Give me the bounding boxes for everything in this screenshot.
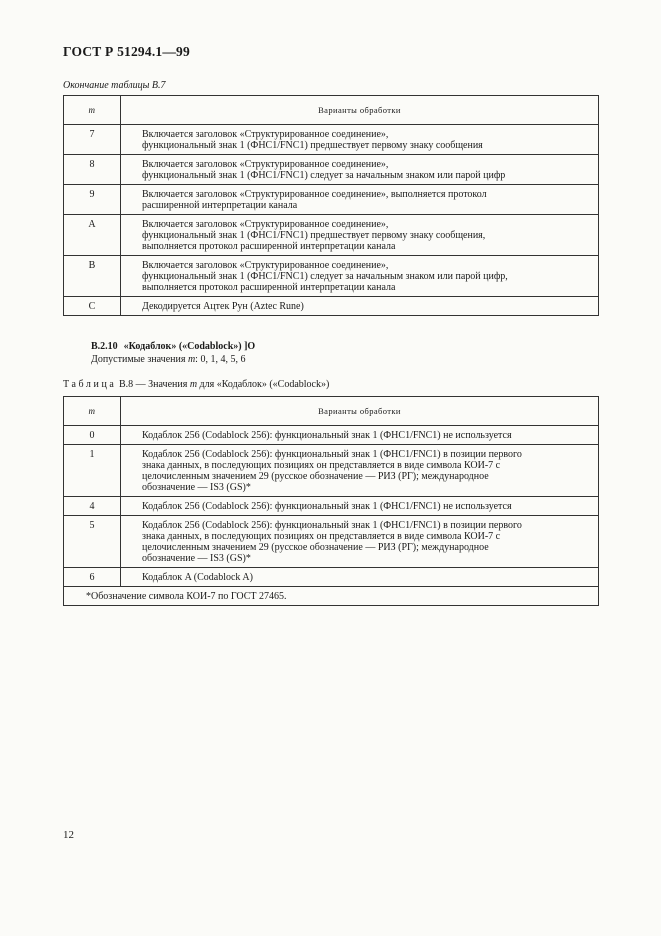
description-line: Включается заголовок «Структурированное соединение»,	[142, 159, 389, 170]
row-description	[121, 516, 599, 568]
table-b8-caption-prefix: Таблица	[63, 379, 117, 390]
column-header-m: m	[64, 397, 121, 426]
row-description	[121, 426, 599, 445]
table-row	[64, 297, 599, 316]
table-b7-body	[64, 125, 599, 316]
column-header-m: m	[64, 96, 121, 125]
row-m-value: 0	[64, 426, 121, 445]
table-row	[64, 185, 599, 215]
row-m-value: 5	[64, 516, 121, 568]
allowed-values-label: Допустимые значения	[91, 354, 186, 365]
description-line: Включается заголовок «Структурированное соединение»,	[142, 260, 389, 271]
table-b8-caption	[63, 379, 329, 390]
description-line: Декодируется Ацтек Рун (Aztec Rune)	[142, 301, 304, 312]
table-row	[64, 125, 599, 155]
description-line: целочисленным значением 29 (русское обозначение — РИЗ (РГ); международное	[142, 471, 489, 482]
row-m-value: 9	[64, 185, 121, 215]
row-description	[121, 215, 599, 256]
table-b7-caption: Окончание таблицы В.7	[63, 80, 166, 91]
row-description	[121, 256, 599, 297]
table-row	[64, 516, 599, 568]
table-row	[64, 497, 599, 516]
table-row	[64, 568, 599, 587]
table-b8-body	[64, 426, 599, 587]
row-description	[121, 445, 599, 497]
table-row	[64, 445, 599, 497]
row-m-value: C	[64, 297, 121, 316]
row-description	[121, 155, 599, 185]
description-line: функциональный знак 1 (ФНС1/FNC1) следует за начальным знаком или парой цифр,	[142, 271, 508, 282]
description-line: Кодаблок 256 (Codablock 256): функциональный знак 1 (ФНС1/FNC1) в позиции первого	[142, 449, 522, 460]
description-line: Кодаблок 256 (Codablock 256): функциональный знак 1 (ФНС1/FNC1) в позиции первого	[142, 520, 522, 531]
row-description	[121, 568, 599, 587]
table-row	[64, 256, 599, 297]
description-line: Кодаблок A (Codablock A)	[142, 572, 253, 583]
table-header-row	[64, 96, 599, 125]
table-b7	[63, 95, 599, 316]
table-row	[64, 426, 599, 445]
column-header-options: Варианты обработки	[121, 96, 599, 125]
table-b8-caption-rest: для «Кодаблок» («Codablock»)	[199, 379, 330, 390]
description-line: функциональный знак 1 (ФНС1/FNC1) предшествует первому знаку сообщения	[142, 140, 483, 151]
column-header-options: Варианты обработки	[121, 397, 599, 426]
allowed-values-var: m	[187, 354, 196, 365]
row-m-value: B	[64, 256, 121, 297]
page-number: 12	[63, 829, 74, 841]
row-m-value: 7	[64, 125, 121, 155]
table-b8-caption-number: B.8 — Значения	[118, 379, 188, 390]
description-line: Включается заголовок «Структурированное соединение»,	[142, 219, 389, 230]
table-row	[64, 215, 599, 256]
row-description	[121, 497, 599, 516]
description-line: расширенной интерпретации канала	[142, 200, 298, 211]
description-line: целочисленным значением 29 (русское обозначение — РИЗ (РГ); международное	[142, 542, 489, 553]
footnote: *Обозначение символа КОИ-7 по ГОСТ 27465.	[64, 587, 599, 606]
section-heading	[91, 341, 255, 352]
description-line: выполняется протокол расширенной интерпретации канала	[142, 241, 396, 252]
table-b8-caption-var: m	[189, 379, 198, 390]
row-m-value: 8	[64, 155, 121, 185]
allowed-values	[91, 354, 245, 365]
description-line: функциональный знак 1 (ФНС1/FNC1) предшествует первому знаку сообщения,	[142, 230, 486, 241]
description-line: Кодаблок 256 (Codablock 256): функциональный знак 1 (ФНС1/FNC1) не используется	[142, 501, 512, 512]
description-line: знака данных, в последующих позициях он представляется в виде символа КОИ-7 с	[142, 531, 501, 542]
description-line: обозначение — IS3 (GS)*	[142, 482, 251, 493]
description-line: знака данных, в последующих позициях он представляется в виде символа КОИ-7 с	[142, 460, 501, 471]
allowed-values-list: : 0, 1, 4, 5, 6	[195, 354, 246, 365]
description-line: Включается заголовок «Структурированное соединение», выполняется протокол	[142, 189, 487, 200]
table-b8	[63, 396, 599, 606]
row-description	[121, 125, 599, 155]
section-number: B.2.10	[91, 341, 118, 352]
description-line: Включается заголовок «Структурированное соединение»,	[142, 129, 389, 140]
row-m-value: A	[64, 215, 121, 256]
description-line: обозначение — IS3 (GS)*	[142, 553, 251, 564]
table-header-row	[64, 397, 599, 426]
description-line: Кодаблок 256 (Codablock 256): функциональный знак 1 (ФНС1/FNC1) не используется	[142, 430, 512, 441]
section-title: «Кодаблок» («Codablock») ]O	[123, 341, 256, 352]
document-header: ГОСТ Р 51294.1—99	[63, 44, 190, 59]
row-m-value: 6	[64, 568, 121, 587]
row-m-value: 1	[64, 445, 121, 497]
row-description	[121, 185, 599, 215]
description-line: функциональный знак 1 (ФНС1/FNC1) следует за начальным знаком или парой цифр	[142, 170, 506, 181]
table-row	[64, 155, 599, 185]
row-description	[121, 297, 599, 316]
row-m-value: 4	[64, 497, 121, 516]
footnote-row	[64, 587, 599, 606]
description-line: выполняется протокол расширенной интерпретации канала	[142, 282, 396, 293]
